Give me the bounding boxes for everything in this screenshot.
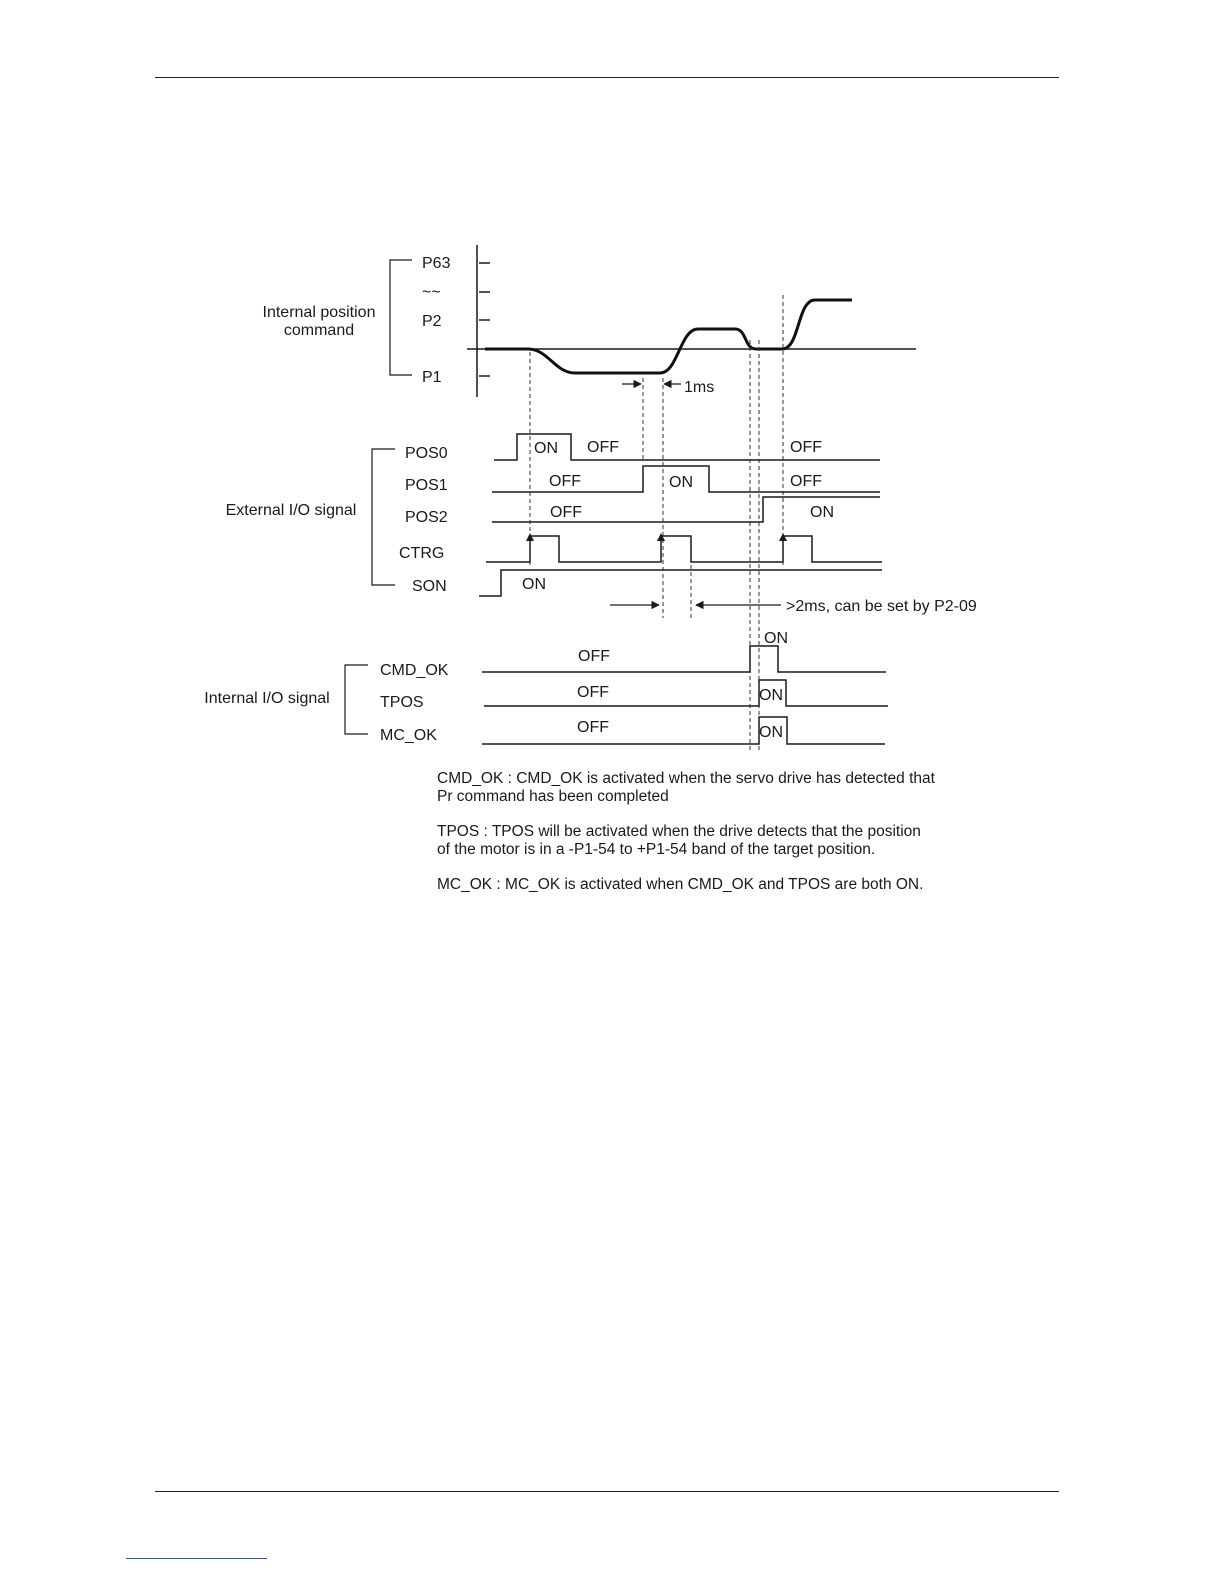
waveform-ctrg bbox=[486, 536, 882, 562]
state-mc-ok-on: ON bbox=[759, 724, 783, 741]
ctrg-trigger-arrow-2 bbox=[657, 533, 665, 541]
state-pos1-off-2: OFF bbox=[790, 473, 822, 490]
position-group-label-line2: command bbox=[283, 322, 355, 339]
level-label-p2: P2 bbox=[422, 313, 442, 330]
state-pos0-off: OFF bbox=[587, 439, 619, 456]
state-cmd-ok-on: ON bbox=[764, 630, 788, 647]
state-pos1-off: OFF bbox=[549, 473, 581, 490]
internal-io-group bbox=[204, 630, 888, 744]
level-label-tilde: ~~ bbox=[422, 284, 441, 301]
annotation-1ms-group bbox=[622, 379, 714, 396]
state-tpos-on: ON bbox=[759, 687, 783, 704]
signal-label-mc-ok: MC_OK bbox=[380, 727, 437, 744]
annotation-2ms: >2ms, can be set by P2-09 bbox=[786, 598, 977, 615]
position-group-bracket bbox=[390, 260, 412, 375]
signal-label-ctrg: CTRG bbox=[399, 545, 445, 562]
signal-definitions bbox=[437, 770, 997, 911]
state-son-on: ON bbox=[522, 576, 546, 593]
signal-label-pos0: POS0 bbox=[405, 445, 448, 462]
state-pos0-on: ON bbox=[534, 440, 558, 457]
note-mc-ok bbox=[437, 876, 997, 894]
note-mc-ok-line1: MC_OK : MC_OK is activated when CMD_OK and TPOS are both ON. bbox=[437, 876, 924, 893]
note-tpos-line1: TPOS : TPOS will be activated when the drive detects that the position bbox=[437, 823, 921, 840]
signal-label-cmd-ok: CMD_OK bbox=[380, 662, 449, 679]
position-command-group bbox=[263, 245, 916, 397]
state-pos2-on: ON bbox=[810, 504, 834, 521]
state-pos1-on: ON bbox=[669, 474, 693, 491]
state-tpos-off: OFF bbox=[577, 684, 609, 701]
signal-label-pos2: POS2 bbox=[405, 509, 448, 526]
ctrg-trigger-arrow-3 bbox=[779, 533, 787, 541]
note-cmd-ok bbox=[437, 770, 997, 806]
level-label-p1: P1 bbox=[422, 369, 442, 386]
note-cmd-ok-line1: CMD_OK : CMD_OK is activated when the servo drive has detected that bbox=[437, 770, 935, 787]
position-command-curve bbox=[485, 300, 852, 373]
reference-dashed-lines bbox=[530, 295, 783, 752]
state-cmd-ok-off: OFF bbox=[578, 648, 610, 665]
annotation-2ms-group bbox=[610, 598, 977, 615]
internal-group-bracket bbox=[345, 665, 368, 734]
ctrg-trigger-arrow-1 bbox=[526, 533, 534, 541]
position-group-label-line1: Internal position bbox=[262, 304, 376, 321]
external-io-group bbox=[226, 434, 882, 596]
footer-rule bbox=[155, 1491, 1059, 1492]
waveform-tpos bbox=[484, 680, 888, 706]
note-tpos bbox=[437, 823, 997, 859]
external-group-label: External I/O signal bbox=[225, 502, 357, 519]
state-pos2-off: OFF bbox=[550, 504, 582, 521]
internal-group-label: Internal I/O signal bbox=[204, 690, 330, 707]
signal-label-tpos: TPOS bbox=[380, 694, 424, 711]
state-pos0-off-2: OFF bbox=[790, 439, 822, 456]
note-tpos-line2: of the motor is in a -P1-54 to +P1-54 band of the target position. bbox=[437, 841, 876, 858]
signal-label-pos1: POS1 bbox=[405, 477, 448, 494]
external-group-bracket bbox=[372, 449, 395, 585]
annotation-1ms: 1ms bbox=[684, 379, 715, 396]
waveform-mc-ok bbox=[482, 717, 885, 744]
waveform-cmd-ok bbox=[482, 646, 886, 672]
note-cmd-ok-line2: Pr command has been completed bbox=[437, 788, 669, 805]
level-label-p63: P63 bbox=[422, 255, 451, 272]
state-mc-ok-off: OFF bbox=[577, 719, 609, 736]
footer-link-underline bbox=[126, 1558, 267, 1559]
signal-label-son: SON bbox=[412, 578, 447, 595]
